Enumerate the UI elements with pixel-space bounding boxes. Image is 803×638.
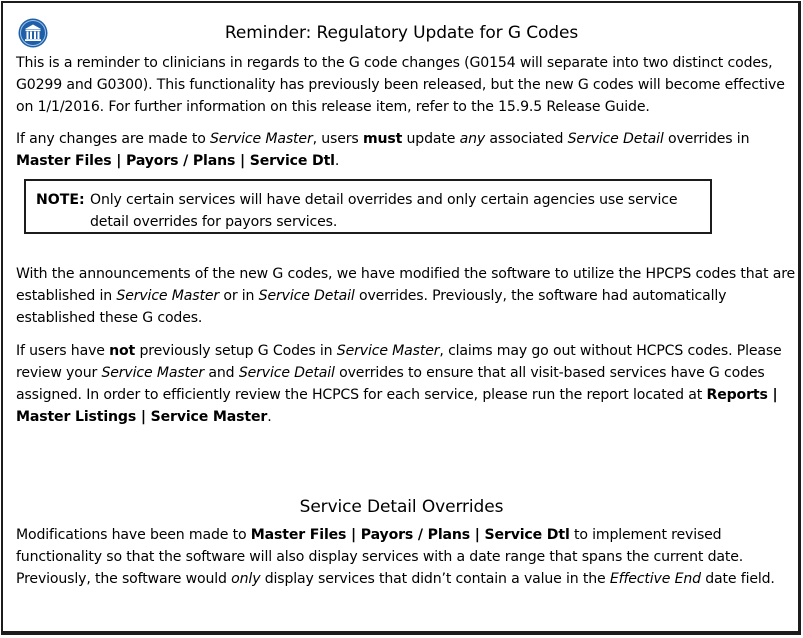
note-label: NOTE: [36,192,85,208]
note-box [24,179,712,234]
menu-path: Master Files | Payors / Plans | Service Dtl [250,527,570,543]
hcpcs-paragraph: With the announcements of the new G codes, we have modified the software to utilize the HPCPS codes that are established in Service Master or in Service Detail overrides. Previously, the software had automatically established these G codes. [16,266,796,326]
menu-path: Reports | Master Listings | Service Master [16,387,778,425]
note-text: Only certain services will have detail overrides and only certain agencies use service detail overrides for payors services. [90,192,678,230]
setup-paragraph: If users have not previously setup G Codes in Service Master, claims may go out without HCPCS codes. Please review your Service Master and Service Detail overrides to ensure that all visit-based services have G codes assigned. In order to efficiently review the HCPCS for each service, please run the report located at Reports | Master Listings | Service Master. [16,343,782,425]
service-detail-paragraph: Modifications have been made to Master Files | Payors / Plans | Service Dtl to implement revised functionality so that the software will also display services with a date range that spans the current date. Previously, the software would only display services that didn’t contain a value in the Effective End date field. [16,527,775,587]
reminder-paragraph: This is a reminder to clinicians in regards to the G code changes (G0154 will separate into two distinct codes, G0299 and G0300). This functionality has previously been released, but the new G codes will become effective on 1/1/2016. For further information on this release item, refer to the 15.9.5 Release Guide. [16,55,785,115]
menu-path: Master Files | Payors / Plans | Service Dtl [16,153,335,169]
reminder-panel [1,1,801,635]
service-master-paragraph: If any changes are made to Service Master, users must update any associated Service Detail overrides in Master Files | Payors / Plans | Service Dtl. [16,131,750,169]
section-heading: Service Detail Overrides [299,497,504,517]
page-title: Reminder: Regulatory Update for G Codes [224,23,579,43]
